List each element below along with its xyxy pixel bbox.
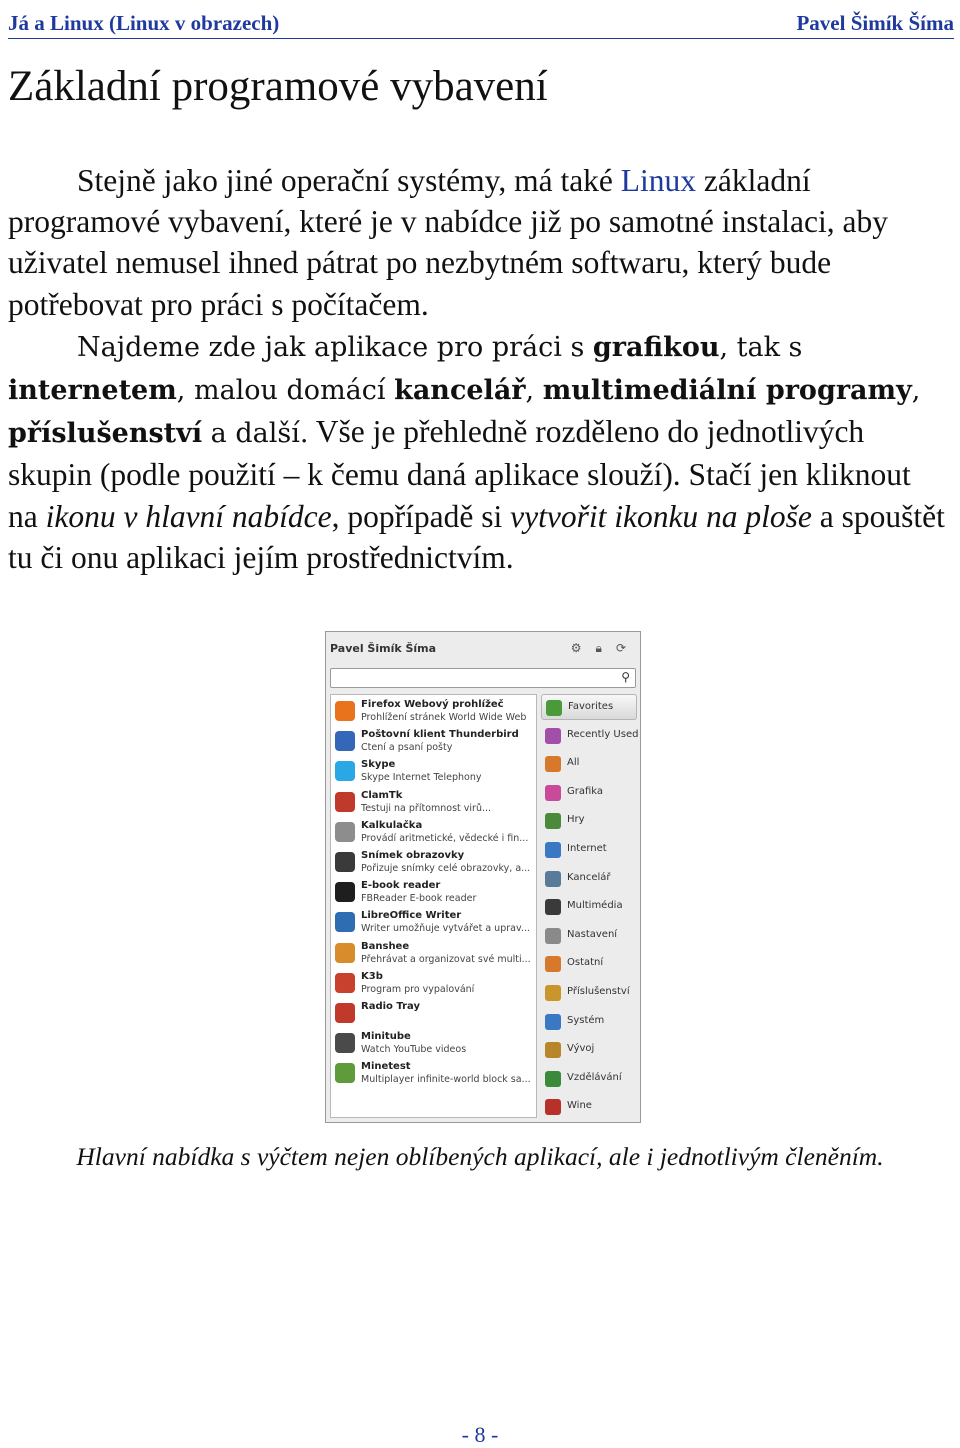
category-icon	[545, 1014, 561, 1030]
paragraph-1	[8, 160, 948, 325]
app-description: Watch YouTube videos	[361, 1044, 467, 1056]
app-list	[330, 694, 537, 1118]
emph-vytvorit: vytvořit ikonku na ploše	[510, 498, 812, 534]
category-icon	[545, 756, 561, 772]
app-icon	[335, 761, 355, 781]
app-description: Skype Internet Telephony	[361, 772, 482, 784]
app-icon	[335, 882, 355, 902]
category-item[interactable]	[541, 923, 637, 949]
app-item[interactable]	[333, 727, 533, 757]
app-item[interactable]	[333, 969, 533, 999]
text-run: , malou domácí	[176, 375, 395, 407]
category-item[interactable]	[541, 980, 637, 1006]
category-item[interactable]	[541, 951, 637, 977]
category-name: Kancelář	[567, 871, 611, 883]
category-name: Vzdělávání	[567, 1071, 622, 1083]
app-item[interactable]	[333, 999, 533, 1029]
app-name: E-book reader	[361, 880, 441, 892]
category-item[interactable]	[541, 751, 637, 777]
app-item[interactable]	[333, 697, 533, 727]
app-name: Radio Tray	[361, 1001, 420, 1012]
app-description: Writer umožňuje vytvářet a uprav...	[361, 923, 530, 935]
emph-ikonu: ikonu v hlavní nabídce	[45, 498, 332, 534]
linux-term: Linux	[620, 163, 697, 198]
app-description: Program pro vypalování	[361, 983, 475, 995]
app-description: Prohlížení stránek World Wide Web	[361, 712, 527, 723]
category-name: Systém	[567, 1014, 605, 1026]
keyword-multimedia: multimediální programy	[542, 375, 912, 407]
app-icon	[335, 1033, 355, 1053]
category-name: All	[567, 757, 580, 769]
app-name: Banshee	[361, 940, 410, 952]
app-icon	[335, 852, 355, 872]
app-icon	[335, 973, 355, 993]
category-icon	[545, 956, 561, 972]
category-name: Ostatní	[567, 957, 604, 969]
category-name: Nastavení	[567, 928, 618, 940]
app-name: Firefox Webový prohlížeč	[361, 699, 504, 710]
category-name: Recently Used	[567, 728, 639, 740]
app-name: K3b	[361, 970, 383, 982]
app-icon	[335, 1003, 355, 1023]
category-icon	[545, 813, 561, 829]
category-item[interactable]	[541, 894, 637, 920]
text-run: Vše je přehledně rozděleno do jednotlivých skupin (podle použití – k čemu daná aplikace slouží). Stačí jen kliknout na	[8, 414, 911, 534]
main-menu-screenshot	[325, 631, 641, 1123]
app-description: Pořizuje snímky celé obrazovky, a...	[361, 863, 531, 874]
body-text	[8, 160, 948, 578]
category-icon	[545, 728, 561, 744]
category-item[interactable]	[541, 1094, 637, 1120]
app-description: Přehrávat a organizovat své multi...	[361, 953, 531, 965]
text-run: Najdeme zde jak aplikace pro práci s	[77, 331, 593, 363]
text-run: základní programové vybavení, které je v nabídce již po samotné instalaci, aby uživatel nemusel ihned pátrat po nezbytném softwaru, který bude potřebovat pro práci s počítačem.	[8, 163, 888, 322]
category-icon	[545, 842, 561, 858]
app-icon	[335, 731, 355, 751]
category-item[interactable]	[541, 780, 637, 806]
app-item[interactable]	[333, 939, 533, 969]
keyword-internetem: internetem	[8, 375, 177, 407]
menu-user-name: Pavel Šimík Šíma	[330, 642, 437, 655]
app-item[interactable]	[333, 908, 533, 938]
app-description: Testuji na přítomnost virů...	[361, 802, 492, 814]
category-item[interactable]	[541, 1037, 637, 1063]
category-name: Internet	[567, 843, 607, 854]
category-item[interactable]	[541, 866, 637, 892]
text-run: , tak s	[719, 331, 803, 363]
app-icon	[335, 792, 355, 812]
app-name: Snímek obrazovky	[361, 850, 465, 861]
app-icon	[335, 943, 355, 963]
category-name: Multimédia	[567, 900, 623, 912]
text-run: , popřípadě si	[331, 498, 511, 534]
header-author: Pavel Šimík Šíma	[796, 11, 954, 35]
app-item[interactable]	[333, 818, 533, 848]
category-icon	[545, 1042, 561, 1058]
app-name: Poštovní klient Thunderbird	[361, 729, 519, 741]
app-item[interactable]	[333, 878, 533, 908]
keyword-prislusenstvi: příslušenství	[8, 418, 203, 450]
keyword-kancelar: kancelář	[394, 375, 526, 407]
keyword-grafikou: grafikou	[592, 331, 720, 363]
category-item[interactable]	[541, 1009, 637, 1035]
app-description: Multiplayer infinite-world block sa...	[361, 1074, 531, 1086]
text-run: a spouštět tu či onu aplikaci jejím prostřednictvím.	[8, 498, 945, 575]
category-icon	[545, 985, 561, 1001]
category-icon	[545, 1071, 561, 1087]
page-title: Základní programové vybavení	[8, 63, 548, 110]
app-name: Skype	[361, 759, 396, 771]
category-name: Wine	[567, 1100, 592, 1112]
category-icon	[545, 899, 561, 915]
category-item[interactable]	[541, 837, 637, 863]
app-item[interactable]	[333, 1029, 533, 1059]
app-icon	[335, 701, 355, 721]
refresh-icon[interactable]: ⟳	[615, 641, 626, 655]
app-icon	[335, 1063, 355, 1083]
app-name: LibreOffice Writer	[361, 910, 462, 922]
category-item[interactable]	[541, 723, 637, 749]
search-icon: ⚲	[621, 670, 630, 684]
app-name: ClamTk	[361, 789, 403, 801]
category-name: Grafika	[567, 785, 604, 797]
app-description: Provádí aritmetické, vědecké i fin...	[361, 832, 529, 844]
text-run: ,	[525, 375, 543, 407]
page-number: - 8 -	[461, 1422, 499, 1447]
text-run: ,	[911, 375, 921, 407]
app-item[interactable]	[333, 848, 533, 878]
category-icon	[545, 785, 561, 801]
app-name: Minetest	[361, 1061, 411, 1073]
app-name: Kalkulačka	[361, 819, 423, 831]
settings-icon[interactable]: ⚙	[570, 641, 582, 655]
category-item[interactable]	[541, 1066, 637, 1092]
category-item[interactable]	[541, 808, 637, 834]
category-name: Favorites	[568, 701, 614, 712]
app-icon	[335, 822, 355, 842]
text-run: Stejně jako jiné operační systémy, má také	[77, 163, 621, 198]
category-name: Příslušenství	[567, 986, 630, 997]
app-description: FBReader E-book reader	[361, 893, 477, 905]
app-item[interactable]	[333, 757, 533, 787]
category-item[interactable]	[541, 694, 637, 720]
app-icon	[335, 912, 355, 932]
category-name: Hry	[567, 814, 585, 826]
app-description: Čtení a psaní pošty	[361, 742, 453, 754]
category-icon	[545, 871, 561, 887]
category-icon	[545, 1099, 561, 1115]
lock-icon[interactable]: 🔒︎	[595, 641, 602, 655]
text-run: a další.	[202, 418, 309, 450]
app-item[interactable]	[333, 1059, 533, 1089]
menu-search-input[interactable]	[330, 668, 636, 688]
category-icon	[546, 700, 562, 716]
app-item[interactable]	[333, 788, 533, 818]
menu-toolbar	[571, 641, 626, 656]
category-name: Vývoj	[567, 1043, 595, 1055]
figure-caption: Hlavní nabídka s výčtem nejen oblíbených aplikací, ale i jednotlivým členěním.	[76, 1142, 884, 1171]
category-icon	[545, 928, 561, 944]
app-name: Minitube	[361, 1031, 411, 1043]
paragraph-2	[8, 325, 948, 578]
header-book-title: Já a Linux (Linux v obrazech)	[8, 11, 280, 35]
page-header	[8, 6, 954, 39]
